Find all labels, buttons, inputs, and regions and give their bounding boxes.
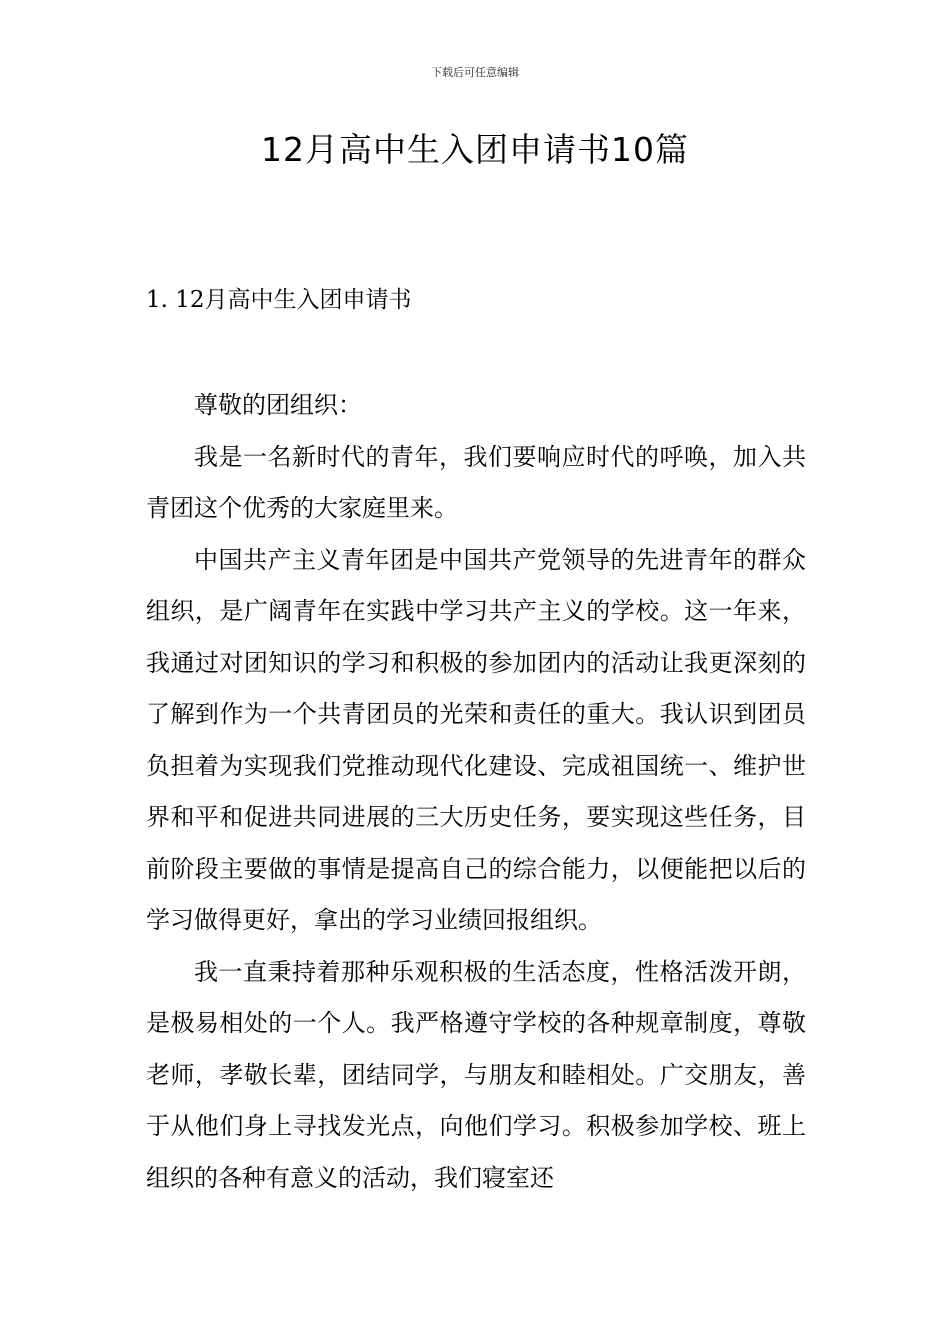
body-paragraph: 我一直秉持着那种乐观积极的生活态度，性格活泼开朗，是极易相处的一个人。我严格遵守学校的各种规章制度，尊敬老师，孝敬长辈，团结同学，与朋友和睦相处。广交朋友，善于从他们身上寻找发光点，向他们学习。积极参加学校、班上组织的各种有意义的活动，我们寝室还 (146, 957, 806, 1192)
document-title: 12月高中生入团申请书10篇 (261, 130, 689, 169)
section-heading: 1. 12月高中生入团申请书 (146, 287, 412, 313)
page-header-note: 下载后可任意编辑 (431, 66, 519, 79)
document-body (146, 380, 806, 1204)
body-paragraph: 我是一名新时代的青年，我们要响应时代的呼唤，加入共青团这个优秀的大家庭里来。 (146, 442, 806, 522)
body-paragraph: 中国共产主义青年团是中国共产党领导的先进青年的群众组织，是广阔青年在实践中学习共产主义的学校。这一年来，我通过对团知识的学习和积极的参加团内的活动让我更深刻的了解到作为一个共青团员的光荣和责任的重大。我认识到团员负担着为实现我们党推动现代化建设、完成祖国统一、维护世界和平和促进共同进展的三大历史任务，要实现这些任务，目前阶段主要做的事情是提高自己的综合能力，以便能把以后的学习做得更好，拿出的学习业绩回报组织。 (146, 545, 806, 934)
salutation-paragraph: 尊敬的团组织： (194, 391, 362, 419)
